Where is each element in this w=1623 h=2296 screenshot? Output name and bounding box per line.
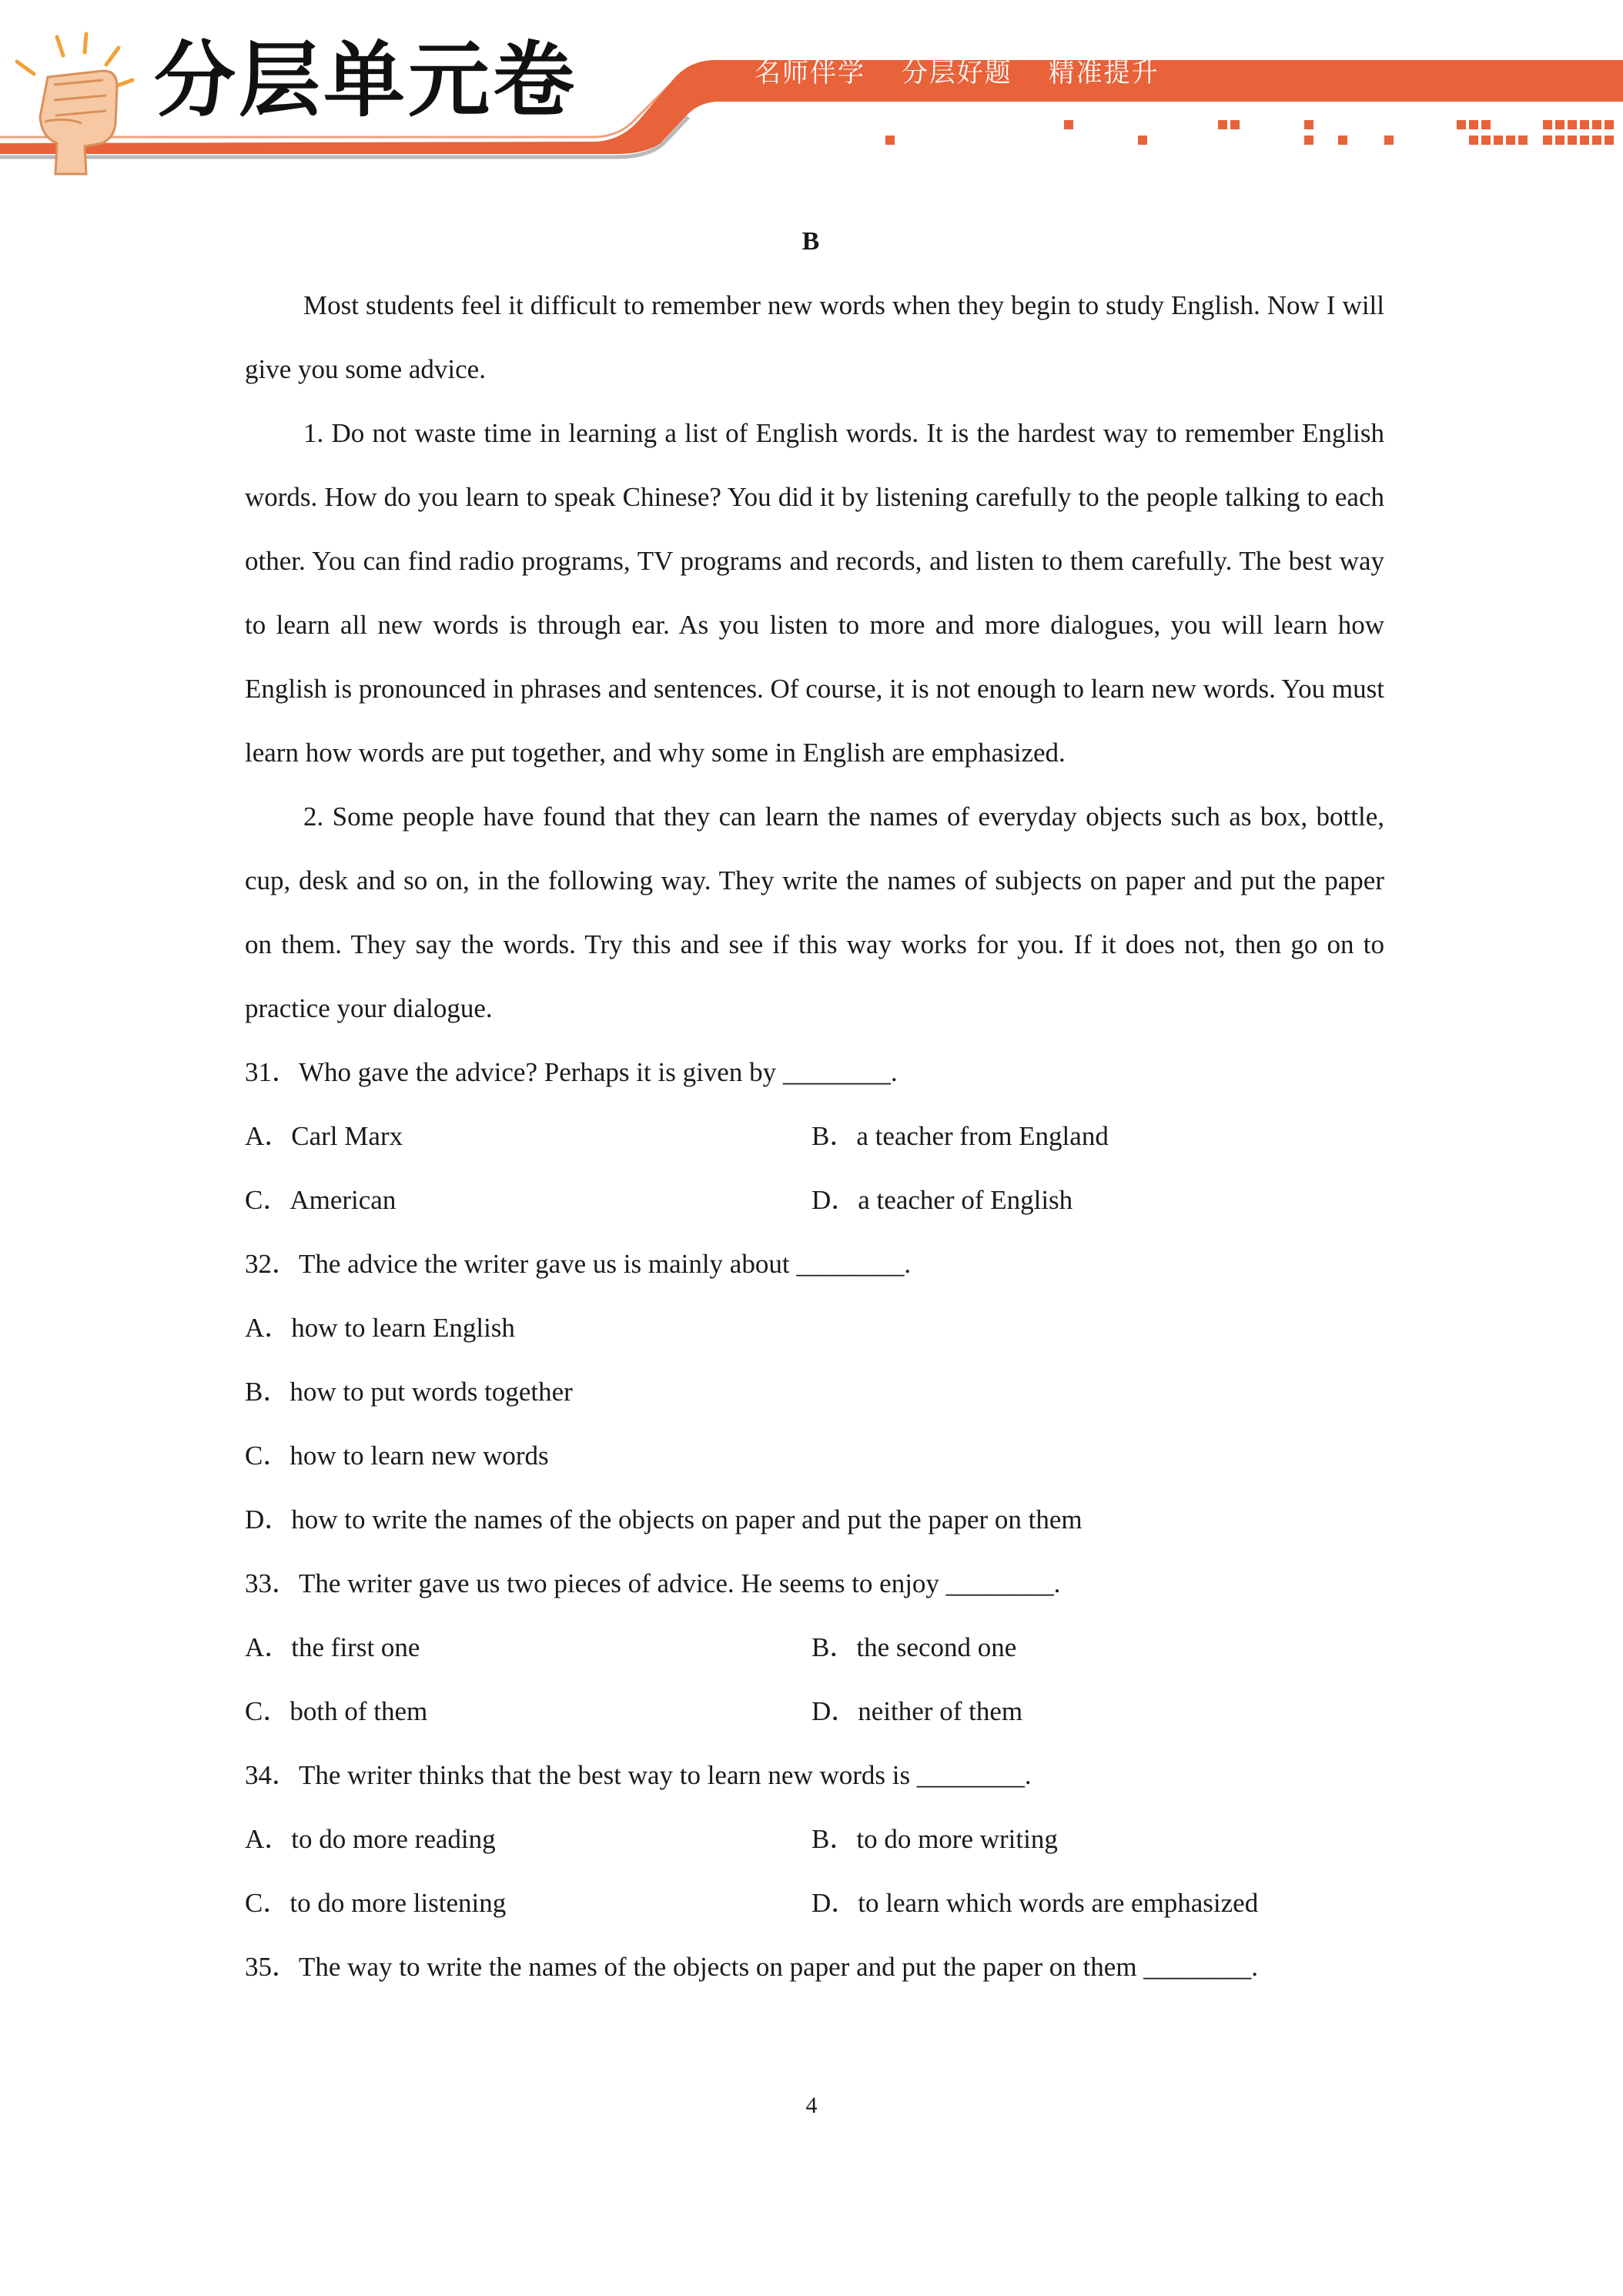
option-a[interactable]: A．to do more reading: [245, 1824, 496, 1854]
passage-paragraph: 2. Some people have found that they can learn the names of everyday objects such as box, bottle, cup, desk and so on, in the following way. They write the names of subjects on paper and put the paper on them. They say the words. Try this and see if this way works for you. If it does not, then go on to practice your dialogue.: [245, 802, 1384, 1023]
slogan-item: 分层好题: [901, 58, 1012, 89]
passage-paragraph: Most students feel it difficult to remember new words when they begin to study English. Now I will give you some advice.: [245, 290, 1384, 384]
option-c[interactable]: C．how to learn new words: [245, 1441, 549, 1471]
option-c[interactable]: C．American: [245, 1185, 397, 1215]
option-c[interactable]: C．to do more listening: [245, 1888, 507, 1918]
option-a[interactable]: A．the first one: [245, 1632, 420, 1662]
page-header: [0, 0, 1623, 177]
option-a[interactable]: A．Carl Marx: [245, 1121, 403, 1151]
option-d[interactable]: D．a teacher of English: [812, 1185, 1073, 1215]
option-a[interactable]: A．how to learn English: [245, 1313, 515, 1343]
question-stem: 34．The writer thinks that the best way to learn new words is ________.: [245, 1760, 1032, 1790]
slogan-item: 名师伴学: [755, 58, 865, 89]
option-b[interactable]: B．a teacher from England: [812, 1121, 1109, 1151]
question-stem: 33．The writer gave us two pieces of advice. He seems to enjoy ________.: [245, 1568, 1061, 1598]
option-d[interactable]: D．how to write the names of the objects on paper and put the paper on them: [245, 1504, 1083, 1535]
option-row: [245, 1168, 1384, 1232]
question-stem: 32．The advice the writer gave us is mainly about ________.: [245, 1249, 912, 1279]
option-row: [245, 1807, 1384, 1871]
question-stem: 31．Who gave the advice? Perhaps it is given by ________.: [245, 1057, 898, 1087]
option-d[interactable]: D．to learn which words are emphasized: [812, 1888, 1259, 1918]
option-row: [245, 1104, 1384, 1168]
option-row: [245, 1615, 1384, 1679]
pixel-decoration: [0, 0, 1623, 177]
option-b[interactable]: B．the second one: [812, 1632, 1017, 1662]
page-number: 4: [805, 2093, 818, 2118]
option-row: [245, 1871, 1384, 1935]
option-b[interactable]: B．how to put words together: [245, 1377, 573, 1407]
passage-paragraph: 1. Do not waste time in learning a list of English words. It is the hardest way to remember English words. How do you learn to speak Chinese? You did it by listening carefully to the people talking to each other. You can find radio programs, TV programs and records, and listen to them carefully. The best way to learn all new words is through ear. As you listen to more and more dialogues, you will learn how English is pronounced in phrases and sentences. Of course, it is not enough to learn new words. You must learn how words are put together, and why some in English are emphasized.: [245, 418, 1384, 768]
option-row: [245, 1679, 1384, 1743]
option-b[interactable]: B．to do more writing: [812, 1824, 1058, 1854]
brand-title: 分层单元卷: [154, 33, 577, 128]
section-label: B: [801, 227, 820, 256]
option-c[interactable]: C．both of them: [245, 1696, 428, 1726]
question-stem: 35．The way to write the names of the objects on paper and put the paper on them ________.: [245, 1952, 1259, 1982]
option-d[interactable]: D．neither of them: [812, 1696, 1023, 1726]
document-body: [245, 209, 1384, 1999]
slogan-item: 精准提升: [1048, 58, 1160, 89]
